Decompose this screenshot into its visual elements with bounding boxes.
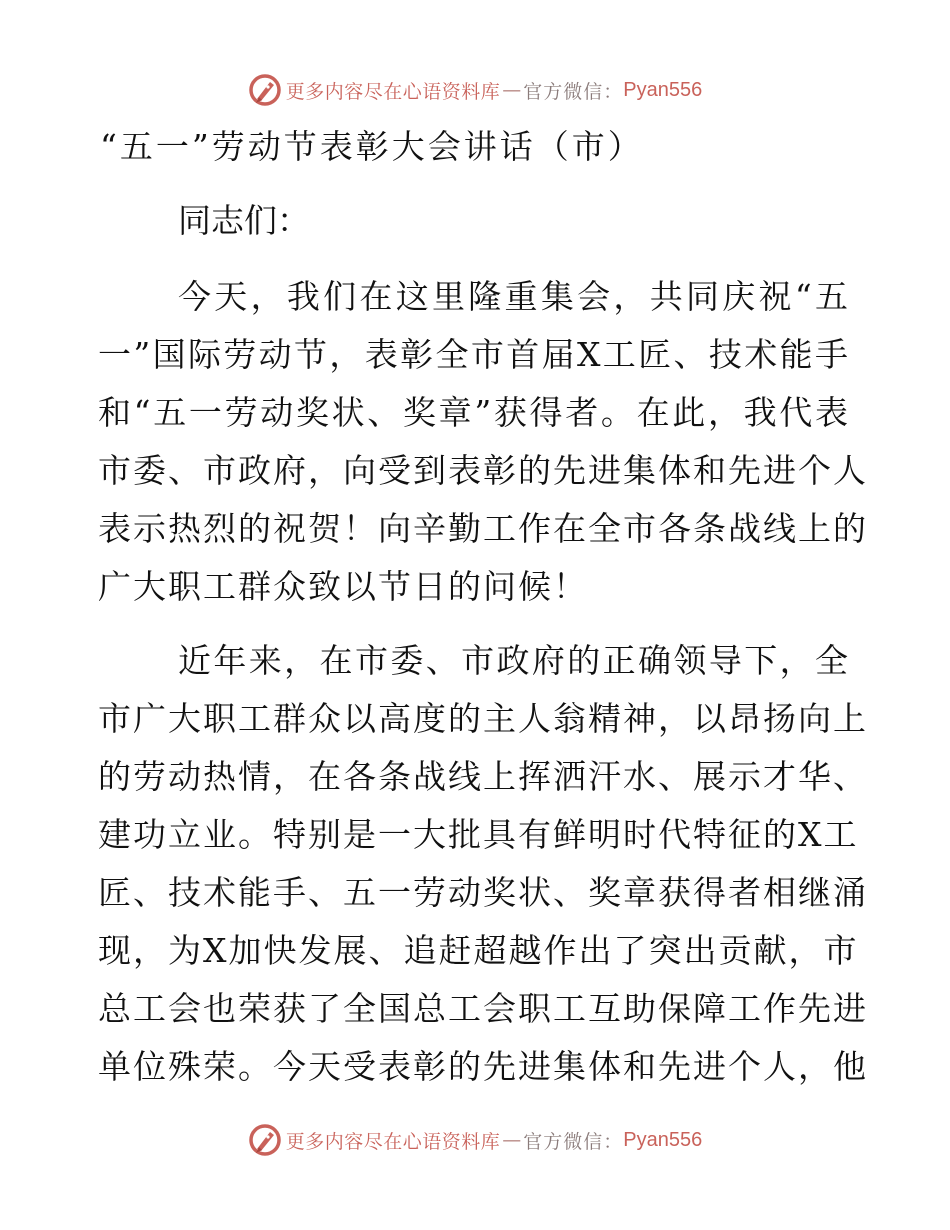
watermark-id: Pyan556 xyxy=(623,78,703,101)
watermark-text: 更多内容尽在心语资料库 xyxy=(285,80,501,103)
paragraph-line: 建功立业。特别是一大批具有鲜明时代特征的X工 xyxy=(98,815,859,854)
paragraph-line: 的劳动热情，在各条战线上挥洒汗水、展示才华、 xyxy=(98,757,868,796)
salutation: 同志们： xyxy=(178,201,310,240)
paragraph-line: 一”国际劳动节，表彰全市首届X工匠、技术能手 xyxy=(98,335,850,374)
watermark-text: 更多内容尽在心语资料库 xyxy=(285,1130,501,1153)
paragraph-line: 匠、技术能手、五一劳动奖状、奖章获得者相继涌 xyxy=(98,873,868,912)
paragraph-line: 市广大职工群众以高度的主人翁精神，以昂扬向上 xyxy=(98,699,868,738)
header-watermark xyxy=(0,70,950,110)
quill-pen-circle-icon xyxy=(248,1123,282,1157)
paragraph-line: 近年来，在市委、市政府的正确领导下，全 xyxy=(178,641,850,680)
paragraph-line: 现，为X加快发展、追赶超越作出了突出贡献，市 xyxy=(98,931,859,970)
watermark-label: 官方微信： xyxy=(523,1130,624,1153)
footer-watermark xyxy=(0,1120,950,1160)
paragraph-line: 今天，我们在这里隆重集会，共同庆祝“五 xyxy=(178,277,850,316)
watermark-separator: — xyxy=(502,1129,522,1151)
paragraph-line: 表示热烈的祝贺！向辛勤工作在全市各条战线上的 xyxy=(98,509,868,548)
watermark-label: 官方微信： xyxy=(523,80,624,103)
watermark-separator: — xyxy=(502,79,522,101)
paragraph-line: 广大职工群众致以节日的问候！ xyxy=(98,567,588,606)
paragraph-2 xyxy=(98,632,868,1096)
watermark-id: Pyan556 xyxy=(623,1128,703,1151)
paragraph-line: 市委、市政府，向受到表彰的先进集体和先进个人 xyxy=(98,451,868,490)
paragraph-1 xyxy=(98,268,868,616)
quill-pen-circle-icon xyxy=(248,73,282,107)
paragraph-line: 总工会也荣获了全国总工会职工互助保障工作先进 xyxy=(98,989,868,1028)
document-title: “五一”劳动节表彰大会讲话（市） xyxy=(100,127,644,166)
paragraph-line: 单位殊荣。今天受表彰的先进集体和先进个人，他 xyxy=(98,1047,868,1086)
paragraph-line: 和“五一劳动奖状、奖章”获得者。在此，我代表 xyxy=(98,393,850,432)
